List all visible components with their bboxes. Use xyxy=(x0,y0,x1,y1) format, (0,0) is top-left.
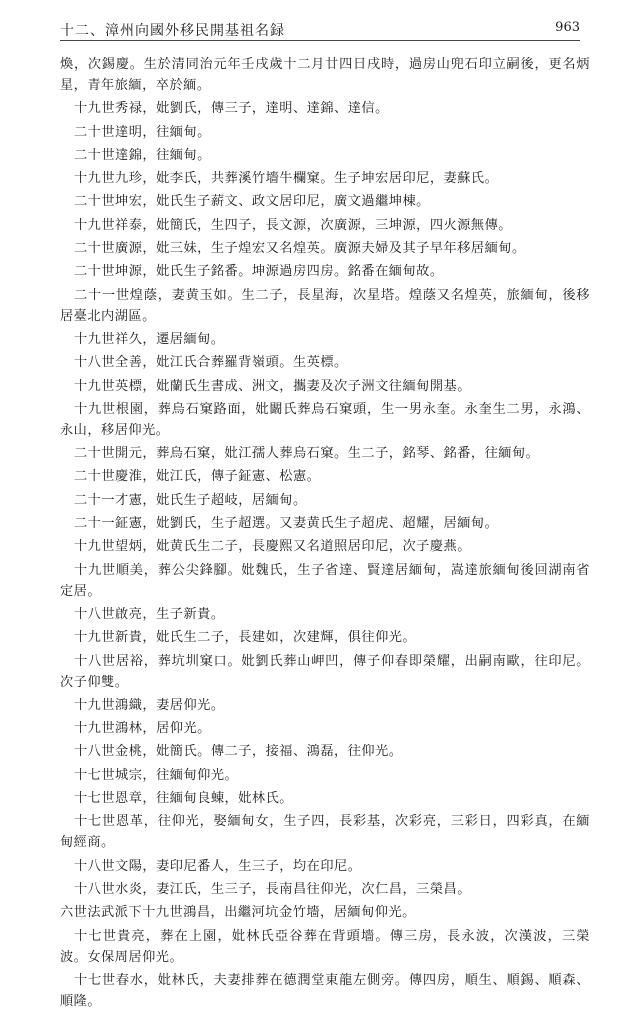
paragraph: 二十一鉦憲，妣劉氏，生子超選。又妻黄氏生子超虎、超耀，居緬甸。 xyxy=(74,516,499,532)
paragraph: 二十一才憲，妣氏生子超岐，居緬甸。 xyxy=(74,492,307,508)
paragraph: 十九世望炳，妣黄氏生二子，長慶熙又名道照居印尼，次子慶燕。 xyxy=(74,539,471,555)
paragraph: 二十世達錦，往緬甸。 xyxy=(74,147,211,163)
paragraph: 十七世恩章，往緬甸良蝀，妣林氏。 xyxy=(74,791,293,807)
paragraph: 十八世居裕，葬坑圳窠口。妣劉氏葬山岬凹，傳子仰春即榮耀，出嗣南歐，往印尼。次子仰雙。 xyxy=(60,653,590,690)
paragraph: 煥，次錫慶。生於清同治元年壬戌歲十二月廿四日戌時，過房山兜石印立嗣後，更名炳星，青年旅緬，卒於緬。 xyxy=(60,57,590,93)
paragraph: 十七世春水，妣林氏，夫妻排葬在德潤堂東龍左側旁。傳四房，順生、順錫、順森、順隆。 xyxy=(60,972,590,1009)
paragraph: 二十世坤源，妣氏生子銘番。坤源過房四房。銘番在緬甸故。 xyxy=(74,264,444,280)
paragraph: 十八世文陽，妻印尼番人，生三子，均在印尼。 xyxy=(74,858,362,874)
paragraph: 十九世英標，妣蘭氏生書成、洲文，攜妻及次子洲文往緬甸開基。 xyxy=(74,378,471,394)
paragraph: 二十世開元，葬烏石窠，妣江孺人葬烏石窠。生二子，銘琴、銘番，往緬甸。 xyxy=(74,446,540,462)
paragraph: 十九世新貴，妣氏生二子，長建如，次建輝，俱往仰光。 xyxy=(74,630,417,646)
page-header xyxy=(60,18,580,41)
paragraph: 二十世達明，往緬甸。 xyxy=(74,124,211,140)
paragraph: 十九世根園，葬烏石窠路面，妣闞氏葬烏石窠頭，生一男永奎。永奎生二男，永鴻、永山，移居仰光。 xyxy=(60,401,590,438)
paragraph: 十九世秀禄，妣劉氏，傳三子，達明、達錦、達信。 xyxy=(74,101,389,117)
paragraph: 十九世順美，葬公尖鋒腳。妣魏氏，生子省達、賢達居緬甸，嵩達旅緬甸後回湖南省定居。 xyxy=(60,562,590,599)
paragraph: 十八世啟亮，生子新貴。 xyxy=(74,606,225,622)
paragraph: 十七世恩革，往仰光，娶緬甸女，生子四，長彩基，次彩亮，三彩日，四彩真，在緬甸經商。 xyxy=(60,814,590,851)
paragraph: 十九世鴻織，妻居仰光。 xyxy=(74,697,225,713)
paragraph: 十九世祥泰，妣簡氏，生四子，長文源，次廣源，三坤源，四火源無傳。 xyxy=(74,217,512,233)
paragraph: 六世法武派下十九世鴻昌，出繼河坑金竹墻，居緬甸仰光。 xyxy=(60,905,416,921)
paragraph: 二十世慶淮，妣江氏，傳子鉦憲、松憲。 xyxy=(74,469,321,485)
page-number: 963 xyxy=(555,20,580,35)
paragraph: 十八世水炎，妻江氏，生三子，長南昌往仰光，次仁昌，三榮昌。 xyxy=(74,881,471,897)
paragraph: 十七世貴亮，葬在上園，妣林氏亞谷葬在背頭墻。傳三房，長永波，次漢波，三榮波。女保周居仰光。 xyxy=(60,928,590,965)
running-title: 十二、漳州向國外移民開基祖名録 xyxy=(60,23,285,39)
paragraph: 二十世廣源，妣三妹，生子煌宏又名煌英。廣源夫婦及其子早年移居緬甸。 xyxy=(74,241,526,257)
paragraph: 二十世坤宏，妣氏生子薪文、政文居印尼，廣文過繼坤棟。 xyxy=(74,194,430,210)
paragraph: 十七世城宗，往緬甸仰光。 xyxy=(74,767,239,783)
page-body xyxy=(60,54,590,1014)
paragraph: 十八世全善，妣江氏合葬羅背嶺頭。生英標。 xyxy=(74,355,348,371)
paragraph: 十九世九珍，妣李氏，共葬溪竹墻牛欄窠。生子坤宏居印尼，妻蘇氏。 xyxy=(74,171,499,187)
paragraph: 十九世祥久，遷居緬甸。 xyxy=(74,331,225,347)
paragraph: 十九世鴻林，居仰光。 xyxy=(74,721,211,737)
paragraph: 十八世金桃，妣簡氏。傳二子，接福、鴻磊，往仰光。 xyxy=(74,744,403,760)
paragraph: 二十一世煌蔭，妻黄玉如。生二子，長星海，次星塔。煌蔭又名煌英，旅緬甸，後移居臺北内湖區。 xyxy=(60,287,590,324)
